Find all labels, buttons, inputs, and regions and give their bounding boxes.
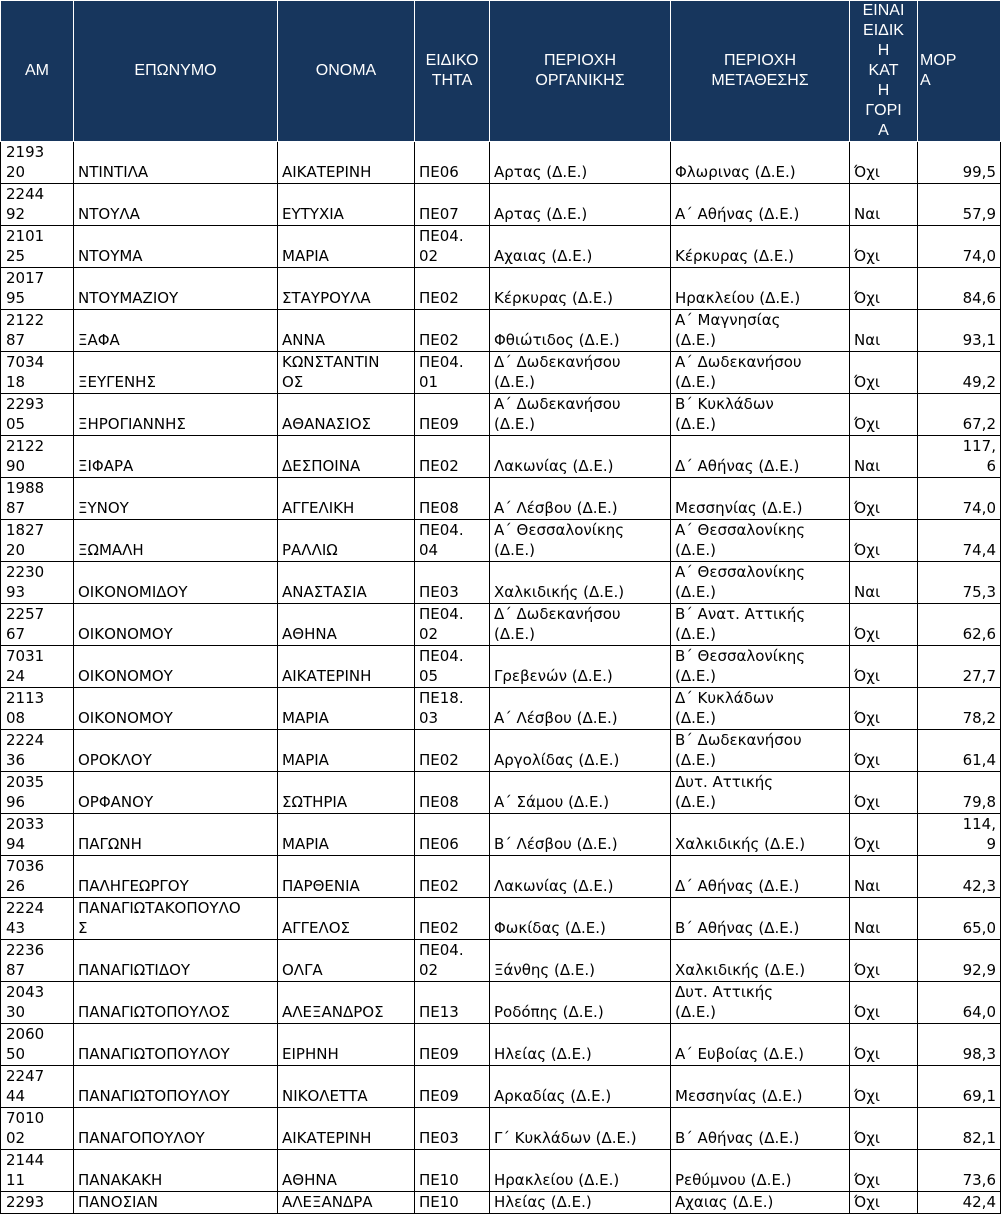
- cell-special-category: Ναι: [850, 310, 918, 352]
- cell-surname: ΠΑΛΗΓΕΩΡΓΟΥ: [74, 856, 278, 898]
- cell-name: ΑΘΗΝΑ: [278, 604, 415, 646]
- cell-name: ΡΑΛΛΙΩ: [278, 520, 415, 562]
- cell-points: 98,3: [918, 1024, 1001, 1066]
- cell-name: ΜΑΡΙΑ: [278, 730, 415, 772]
- cell-points: 61,4: [918, 730, 1001, 772]
- table-row: [1, 1192, 1001, 1214]
- cell-special-category: Όχι: [850, 1192, 918, 1214]
- cell-points: 64,0: [918, 982, 1001, 1024]
- table-row: [1, 940, 1001, 982]
- cell-transfer-area: Α΄ Θεσσαλονίκης (Δ.Ε.): [671, 562, 850, 604]
- cell-specialty: ΠΕ02: [415, 436, 490, 478]
- cell-specialty: ΠΕ02: [415, 268, 490, 310]
- cell-am: 2017 95: [1, 268, 74, 310]
- cell-specialty: ΠΕ10: [415, 1150, 490, 1192]
- cell-specialty: ΠΕ06: [415, 142, 490, 184]
- cell-transfer-area: Δυτ. Αττικής (Δ.Ε.): [671, 772, 850, 814]
- cell-special-category: Όχι: [850, 646, 918, 688]
- cell-special-category: Ναι: [850, 184, 918, 226]
- cell-organic-area: Δ΄ Δωδεκανήσου (Δ.Ε.): [490, 604, 671, 646]
- cell-transfer-area: Β΄ Θεσσαλονίκης (Δ.Ε.): [671, 646, 850, 688]
- cell-special-category: Ναι: [850, 898, 918, 940]
- cell-am: 2101 25: [1, 226, 74, 268]
- cell-name: ΜΑΡΙΑ: [278, 226, 415, 268]
- cell-points: 65,0: [918, 898, 1001, 940]
- cell-specialty: ΠΕ08: [415, 478, 490, 520]
- cell-surname: ΞΥΝΟΥ: [74, 478, 278, 520]
- cell-name: ΑΘΑΝΑΣΙΟΣ: [278, 394, 415, 436]
- cell-specialty: ΠΕ04. 02: [415, 604, 490, 646]
- cell-points: 82,1: [918, 1108, 1001, 1150]
- cell-transfer-area: Κέρκυρας (Δ.Ε.): [671, 226, 850, 268]
- table-row: [1, 394, 1001, 436]
- cell-name: ΑΛΕΞΑΝΔΡΟΣ: [278, 982, 415, 1024]
- header-points: ΜΟΡ Α: [918, 1, 1001, 142]
- cell-surname: ΞΙΦΑΡΑ: [74, 436, 278, 478]
- cell-name: ΕΥΤΥΧΙΑ: [278, 184, 415, 226]
- cell-special-category: Όχι: [850, 1150, 918, 1192]
- cell-surname: ΠΑΝΑΓΙΩΤΟΠΟΥΛΟΥ: [74, 1024, 278, 1066]
- cell-transfer-area: Β΄ Ανατ. Αττικής (Δ.Ε.): [671, 604, 850, 646]
- cell-am: 2236 87: [1, 940, 74, 982]
- cell-points: 114, 9: [918, 814, 1001, 856]
- cell-transfer-area: Αχαιας (Δ.Ε.): [671, 1192, 850, 1214]
- cell-transfer-area: Α΄ Μαγνησίας (Δ.Ε.): [671, 310, 850, 352]
- cell-transfer-area: Ηρακλείου (Δ.Ε.): [671, 268, 850, 310]
- cell-organic-area: Αχαιας (Δ.Ε.): [490, 226, 671, 268]
- cell-surname: ΠΑΝΑΓΟΠΟΥΛΟΥ: [74, 1108, 278, 1150]
- cell-name: ΑΝΝΑ: [278, 310, 415, 352]
- cell-surname: ΠΑΝΑΓΙΩΤΟΠΟΥΛΟΣ: [74, 982, 278, 1024]
- cell-points: 69,1: [918, 1066, 1001, 1108]
- table-row: [1, 352, 1001, 394]
- cell-am: 2230 93: [1, 562, 74, 604]
- cell-special-category: Όχι: [850, 1066, 918, 1108]
- table-row: [1, 730, 1001, 772]
- cell-points: 92,9: [918, 940, 1001, 982]
- cell-surname: ΠΑΓΩΝΗ: [74, 814, 278, 856]
- cell-organic-area: Αρτας (Δ.Ε.): [490, 184, 671, 226]
- cell-special-category: Όχι: [850, 268, 918, 310]
- cell-points: 79,8: [918, 772, 1001, 814]
- table-row: [1, 604, 1001, 646]
- cell-name: ΣΤΑΥΡΟΥΛΑ: [278, 268, 415, 310]
- cell-transfer-area: Χαλκιδικής (Δ.Ε.): [671, 940, 850, 982]
- cell-name: ΝΙΚΟΛΕΤΤΑ: [278, 1066, 415, 1108]
- cell-name: ΔΕΣΠΟΙΝΑ: [278, 436, 415, 478]
- cell-points: 93,1: [918, 310, 1001, 352]
- table-row: [1, 520, 1001, 562]
- table-row: [1, 814, 1001, 856]
- cell-points: 62,6: [918, 604, 1001, 646]
- cell-specialty: ΠΕ04. 05: [415, 646, 490, 688]
- cell-specialty: ΠΕ02: [415, 856, 490, 898]
- cell-organic-area: Α΄ Θεσσαλονίκης (Δ.Ε.): [490, 520, 671, 562]
- cell-specialty: ΠΕ09: [415, 394, 490, 436]
- cell-organic-area: Γρεβενών (Δ.Ε.): [490, 646, 671, 688]
- cell-specialty: ΠΕ02: [415, 898, 490, 940]
- cell-organic-area: Αρτας (Δ.Ε.): [490, 142, 671, 184]
- cell-specialty: ΠΕ10: [415, 1192, 490, 1214]
- cell-am: 2060 50: [1, 1024, 74, 1066]
- cell-name: ΑΓΓΕΛΙΚΗ: [278, 478, 415, 520]
- cell-am: 2033 94: [1, 814, 74, 856]
- cell-surname: ΟΡΦΑΝΟΥ: [74, 772, 278, 814]
- cell-transfer-area: Β΄ Κυκλάδων (Δ.Ε.): [671, 394, 850, 436]
- cell-name: ΑΘΗΝΑ: [278, 1150, 415, 1192]
- table-row: [1, 856, 1001, 898]
- cell-organic-area: Λακωνίας (Δ.Ε.): [490, 856, 671, 898]
- cell-specialty: ΠΕ03: [415, 562, 490, 604]
- cell-specialty: ΠΕ04. 01: [415, 352, 490, 394]
- cell-points: 42,4: [918, 1192, 1001, 1214]
- cell-specialty: ΠΕ09: [415, 1024, 490, 1066]
- cell-specialty: ΠΕ18. 03: [415, 688, 490, 730]
- cell-organic-area: Αργολίδας (Δ.Ε.): [490, 730, 671, 772]
- cell-am: 2043 30: [1, 982, 74, 1024]
- cell-transfer-area: Α΄ Θεσσαλονίκης (Δ.Ε.): [671, 520, 850, 562]
- cell-am: 1827 20: [1, 520, 74, 562]
- cell-special-category: Όχι: [850, 478, 918, 520]
- cell-am: 2122 90: [1, 436, 74, 478]
- table-row: [1, 226, 1001, 268]
- cell-specialty: ΠΕ07: [415, 184, 490, 226]
- cell-am: 2293 05: [1, 394, 74, 436]
- cell-name: ΑΙΚΑΤΕΡΙΝΗ: [278, 142, 415, 184]
- table-row: [1, 898, 1001, 940]
- cell-specialty: ΠΕ06: [415, 814, 490, 856]
- cell-organic-area: Δ΄ Δωδεκανήσου (Δ.Ε.): [490, 352, 671, 394]
- cell-organic-area: Γ΄ Κυκλάδων (Δ.Ε.): [490, 1108, 671, 1150]
- cell-organic-area: Β΄ Λέσβου (Δ.Ε.): [490, 814, 671, 856]
- cell-name: ΚΩΝΣΤΑΝΤΙΝ ΟΣ: [278, 352, 415, 394]
- cell-am: 7010 02: [1, 1108, 74, 1150]
- cell-specialty: ΠΕ02: [415, 730, 490, 772]
- cell-special-category: Ναι: [850, 436, 918, 478]
- cell-points: 27,7: [918, 646, 1001, 688]
- cell-am: 2224 36: [1, 730, 74, 772]
- cell-points: 42,3: [918, 856, 1001, 898]
- cell-special-category: Ναι: [850, 856, 918, 898]
- cell-transfer-area: Β΄ Αθήνας (Δ.Ε.): [671, 1108, 850, 1150]
- header-organic-area: ΠΕΡΙΟΧΗ ΟΡΓΑΝΙΚΗΣ: [490, 1, 671, 142]
- table-row: [1, 1066, 1001, 1108]
- cell-specialty: ΠΕ08: [415, 772, 490, 814]
- cell-surname: ΝΤΟΥΛΑ: [74, 184, 278, 226]
- cell-organic-area: Ροδόπης (Δ.Ε.): [490, 982, 671, 1024]
- table-row: [1, 562, 1001, 604]
- cell-specialty: ΠΕ13: [415, 982, 490, 1024]
- cell-surname: ΠΑΝΑΓΙΩΤΙΔΟΥ: [74, 940, 278, 982]
- cell-name: ΑΛΕΞΑΝΔΡΑ: [278, 1192, 415, 1214]
- header-specialty: ΕΙΔΙΚΟ ΤΗΤΑ: [415, 1, 490, 142]
- cell-name: ΕΙΡΗΝΗ: [278, 1024, 415, 1066]
- cell-points: 57,9: [918, 184, 1001, 226]
- header-am: ΑΜ: [1, 1, 74, 142]
- cell-organic-area: Φωκίδας (Δ.Ε.): [490, 898, 671, 940]
- cell-surname: ΞΗΡΟΓΙΑΝΝΗΣ: [74, 394, 278, 436]
- table-row: [1, 1108, 1001, 1150]
- cell-special-category: Όχι: [850, 730, 918, 772]
- cell-organic-area: Α΄ Σάμου (Δ.Ε.): [490, 772, 671, 814]
- cell-special-category: Ναι: [850, 562, 918, 604]
- cell-am: 2247 44: [1, 1066, 74, 1108]
- cell-special-category: Όχι: [850, 982, 918, 1024]
- cell-am: 7036 26: [1, 856, 74, 898]
- cell-organic-area: Α΄ Δωδεκανήσου (Δ.Ε.): [490, 394, 671, 436]
- cell-name: ΣΩΤΗΡΙΑ: [278, 772, 415, 814]
- cell-am: 2244 92: [1, 184, 74, 226]
- cell-points: 74,0: [918, 226, 1001, 268]
- table-row: [1, 646, 1001, 688]
- cell-am: 2113 08: [1, 688, 74, 730]
- cell-specialty: ΠΕ02: [415, 310, 490, 352]
- cell-specialty: ΠΕ03: [415, 1108, 490, 1150]
- cell-points: 78,2: [918, 688, 1001, 730]
- cell-transfer-area: Α΄ Αθήνας (Δ.Ε.): [671, 184, 850, 226]
- cell-points: 73,6: [918, 1150, 1001, 1192]
- cell-special-category: Όχι: [850, 226, 918, 268]
- cell-surname: ΝΤΙΝΤΙΛΑ: [74, 142, 278, 184]
- cell-organic-area: Α΄ Λέσβου (Δ.Ε.): [490, 478, 671, 520]
- cell-name: ΟΛΓΑ: [278, 940, 415, 982]
- cell-special-category: Όχι: [850, 352, 918, 394]
- cell-points: 74,4: [918, 520, 1001, 562]
- cell-transfer-area: Φλωρινας (Δ.Ε.): [671, 142, 850, 184]
- cell-name: ΑΙΚΑΤΕΡΙΝΗ: [278, 646, 415, 688]
- cell-surname: ΟΙΚΟΝΟΜΟΥ: [74, 646, 278, 688]
- cell-transfer-area: Χαλκιδικής (Δ.Ε.): [671, 814, 850, 856]
- cell-organic-area: Αρκαδίας (Δ.Ε.): [490, 1066, 671, 1108]
- cell-surname: ΠΑΝΑΓΙΩΤΑΚΟΠΟΥΛΟ Σ: [74, 898, 278, 940]
- table-row: [1, 982, 1001, 1024]
- cell-surname: ΞΕΥΓΕΝΗΣ: [74, 352, 278, 394]
- cell-surname: ΝΤΟΥΜΑΖΙΟΥ: [74, 268, 278, 310]
- header-special-category: ΕΙΝΑΙ ΕΙΔΙΚ Η ΚΑΤ Η ΓΟΡΙ Α: [850, 1, 918, 142]
- table-row: [1, 184, 1001, 226]
- cell-am: 2122 87: [1, 310, 74, 352]
- cell-surname: ΠΑΝΑΚΑΚΗ: [74, 1150, 278, 1192]
- cell-organic-area: Ξάνθης (Δ.Ε.): [490, 940, 671, 982]
- cell-am: 2144 11: [1, 1150, 74, 1192]
- cell-organic-area: Α΄ Λέσβου (Δ.Ε.): [490, 688, 671, 730]
- cell-transfer-area: Μεσσηνίας (Δ.Ε.): [671, 1066, 850, 1108]
- cell-points: 74,0: [918, 478, 1001, 520]
- cell-surname: ΟΙΚΟΝΟΜΟΥ: [74, 688, 278, 730]
- cell-organic-area: Κέρκυρας (Δ.Ε.): [490, 268, 671, 310]
- cell-transfer-area: Δυτ. Αττικής (Δ.Ε.): [671, 982, 850, 1024]
- table-row: [1, 688, 1001, 730]
- cell-transfer-area: Μεσσηνίας (Δ.Ε.): [671, 478, 850, 520]
- header-name: ΟΝΟΜΑ: [278, 1, 415, 142]
- cell-transfer-area: Α΄ Ευβοίας (Δ.Ε.): [671, 1024, 850, 1066]
- cell-special-category: Όχι: [850, 940, 918, 982]
- cell-special-category: Όχι: [850, 772, 918, 814]
- cell-surname: ΟΙΚΟΝΟΜΙΔΟΥ: [74, 562, 278, 604]
- cell-points: 117, 6: [918, 436, 1001, 478]
- cell-name: ΑΙΚΑΤΕΡΙΝΗ: [278, 1108, 415, 1150]
- table-row: [1, 436, 1001, 478]
- cell-points: 75,3: [918, 562, 1001, 604]
- table-row: [1, 310, 1001, 352]
- cell-am: 7031 24: [1, 646, 74, 688]
- cell-special-category: Όχι: [850, 1024, 918, 1066]
- cell-am: 7034 18: [1, 352, 74, 394]
- header-row: [1, 1, 1001, 142]
- table-row: [1, 478, 1001, 520]
- cell-organic-area: Ηλείας (Δ.Ε.): [490, 1024, 671, 1066]
- cell-surname: ΠΑΝΑΓΙΩΤΟΠΟΥΛΟΥ: [74, 1066, 278, 1108]
- cell-am: 2193 20: [1, 142, 74, 184]
- cell-transfer-area: Β΄ Δωδεκανήσου (Δ.Ε.): [671, 730, 850, 772]
- table-row: [1, 772, 1001, 814]
- header-transfer-area: ΠΕΡΙΟΧΗ ΜΕΤΑΘΕΣΗΣ: [671, 1, 850, 142]
- cell-transfer-area: Α΄ Δωδεκανήσου (Δ.Ε.): [671, 352, 850, 394]
- cell-points: 49,2: [918, 352, 1001, 394]
- cell-transfer-area: Δ΄ Αθήνας (Δ.Ε.): [671, 856, 850, 898]
- cell-specialty: ΠΕ04. 02: [415, 940, 490, 982]
- cell-am: 2257 67: [1, 604, 74, 646]
- cell-organic-area: Ηρακλείου (Δ.Ε.): [490, 1150, 671, 1192]
- cell-organic-area: Λακωνίας (Δ.Ε.): [490, 436, 671, 478]
- header-surname: ΕΠΩΝΥΜΟ: [74, 1, 278, 142]
- cell-specialty: ΠΕ09: [415, 1066, 490, 1108]
- cell-surname: ΠΑΝΟΣΙΑΝ: [74, 1192, 278, 1214]
- cell-organic-area: Φθιώτιδος (Δ.Ε.): [490, 310, 671, 352]
- cell-name: ΜΑΡΙΑ: [278, 688, 415, 730]
- cell-special-category: Όχι: [850, 394, 918, 436]
- cell-transfer-area: Β΄ Αθήνας (Δ.Ε.): [671, 898, 850, 940]
- cell-am: 2035 96: [1, 772, 74, 814]
- cell-am: 2293: [1, 1192, 74, 1214]
- cell-points: 67,2: [918, 394, 1001, 436]
- cell-special-category: Όχι: [850, 814, 918, 856]
- table-row: [1, 1024, 1001, 1066]
- cell-am: 2224 43: [1, 898, 74, 940]
- cell-surname: ΟΡΟΚΛΟΥ: [74, 730, 278, 772]
- cell-specialty: ΠΕ04. 04: [415, 520, 490, 562]
- cell-special-category: Όχι: [850, 604, 918, 646]
- cell-special-category: Όχι: [850, 1108, 918, 1150]
- table-row: [1, 142, 1001, 184]
- cell-organic-area: Χαλκιδικής (Δ.Ε.): [490, 562, 671, 604]
- cell-surname: ΞΩΜΑΛΗ: [74, 520, 278, 562]
- cell-surname: ΝΤΟΥΜΑ: [74, 226, 278, 268]
- cell-surname: ΟΙΚΟΝΟΜΟΥ: [74, 604, 278, 646]
- table-row: [1, 1150, 1001, 1192]
- cell-points: 99,5: [918, 142, 1001, 184]
- cell-transfer-area: Δ΄ Κυκλάδων (Δ.Ε.): [671, 688, 850, 730]
- table-row: [1, 268, 1001, 310]
- cell-name: ΠΑΡΘΕΝΙΑ: [278, 856, 415, 898]
- cell-special-category: Όχι: [850, 142, 918, 184]
- cell-am: 1988 87: [1, 478, 74, 520]
- cell-transfer-area: Ρεθύμνου (Δ.Ε.): [671, 1150, 850, 1192]
- cell-name: ΑΓΓΕΛΟΣ: [278, 898, 415, 940]
- cell-points: 84,6: [918, 268, 1001, 310]
- cell-specialty: ΠΕ04. 02: [415, 226, 490, 268]
- cell-surname: ΞΑΦΑ: [74, 310, 278, 352]
- cell-name: ΜΑΡΙΑ: [278, 814, 415, 856]
- cell-special-category: Όχι: [850, 520, 918, 562]
- cell-organic-area: Ηλείας (Δ.Ε.): [490, 1192, 671, 1214]
- cell-transfer-area: Δ΄ Αθήνας (Δ.Ε.): [671, 436, 850, 478]
- cell-special-category: Όχι: [850, 688, 918, 730]
- cell-name: ΑΝΑΣΤΑΣΙΑ: [278, 562, 415, 604]
